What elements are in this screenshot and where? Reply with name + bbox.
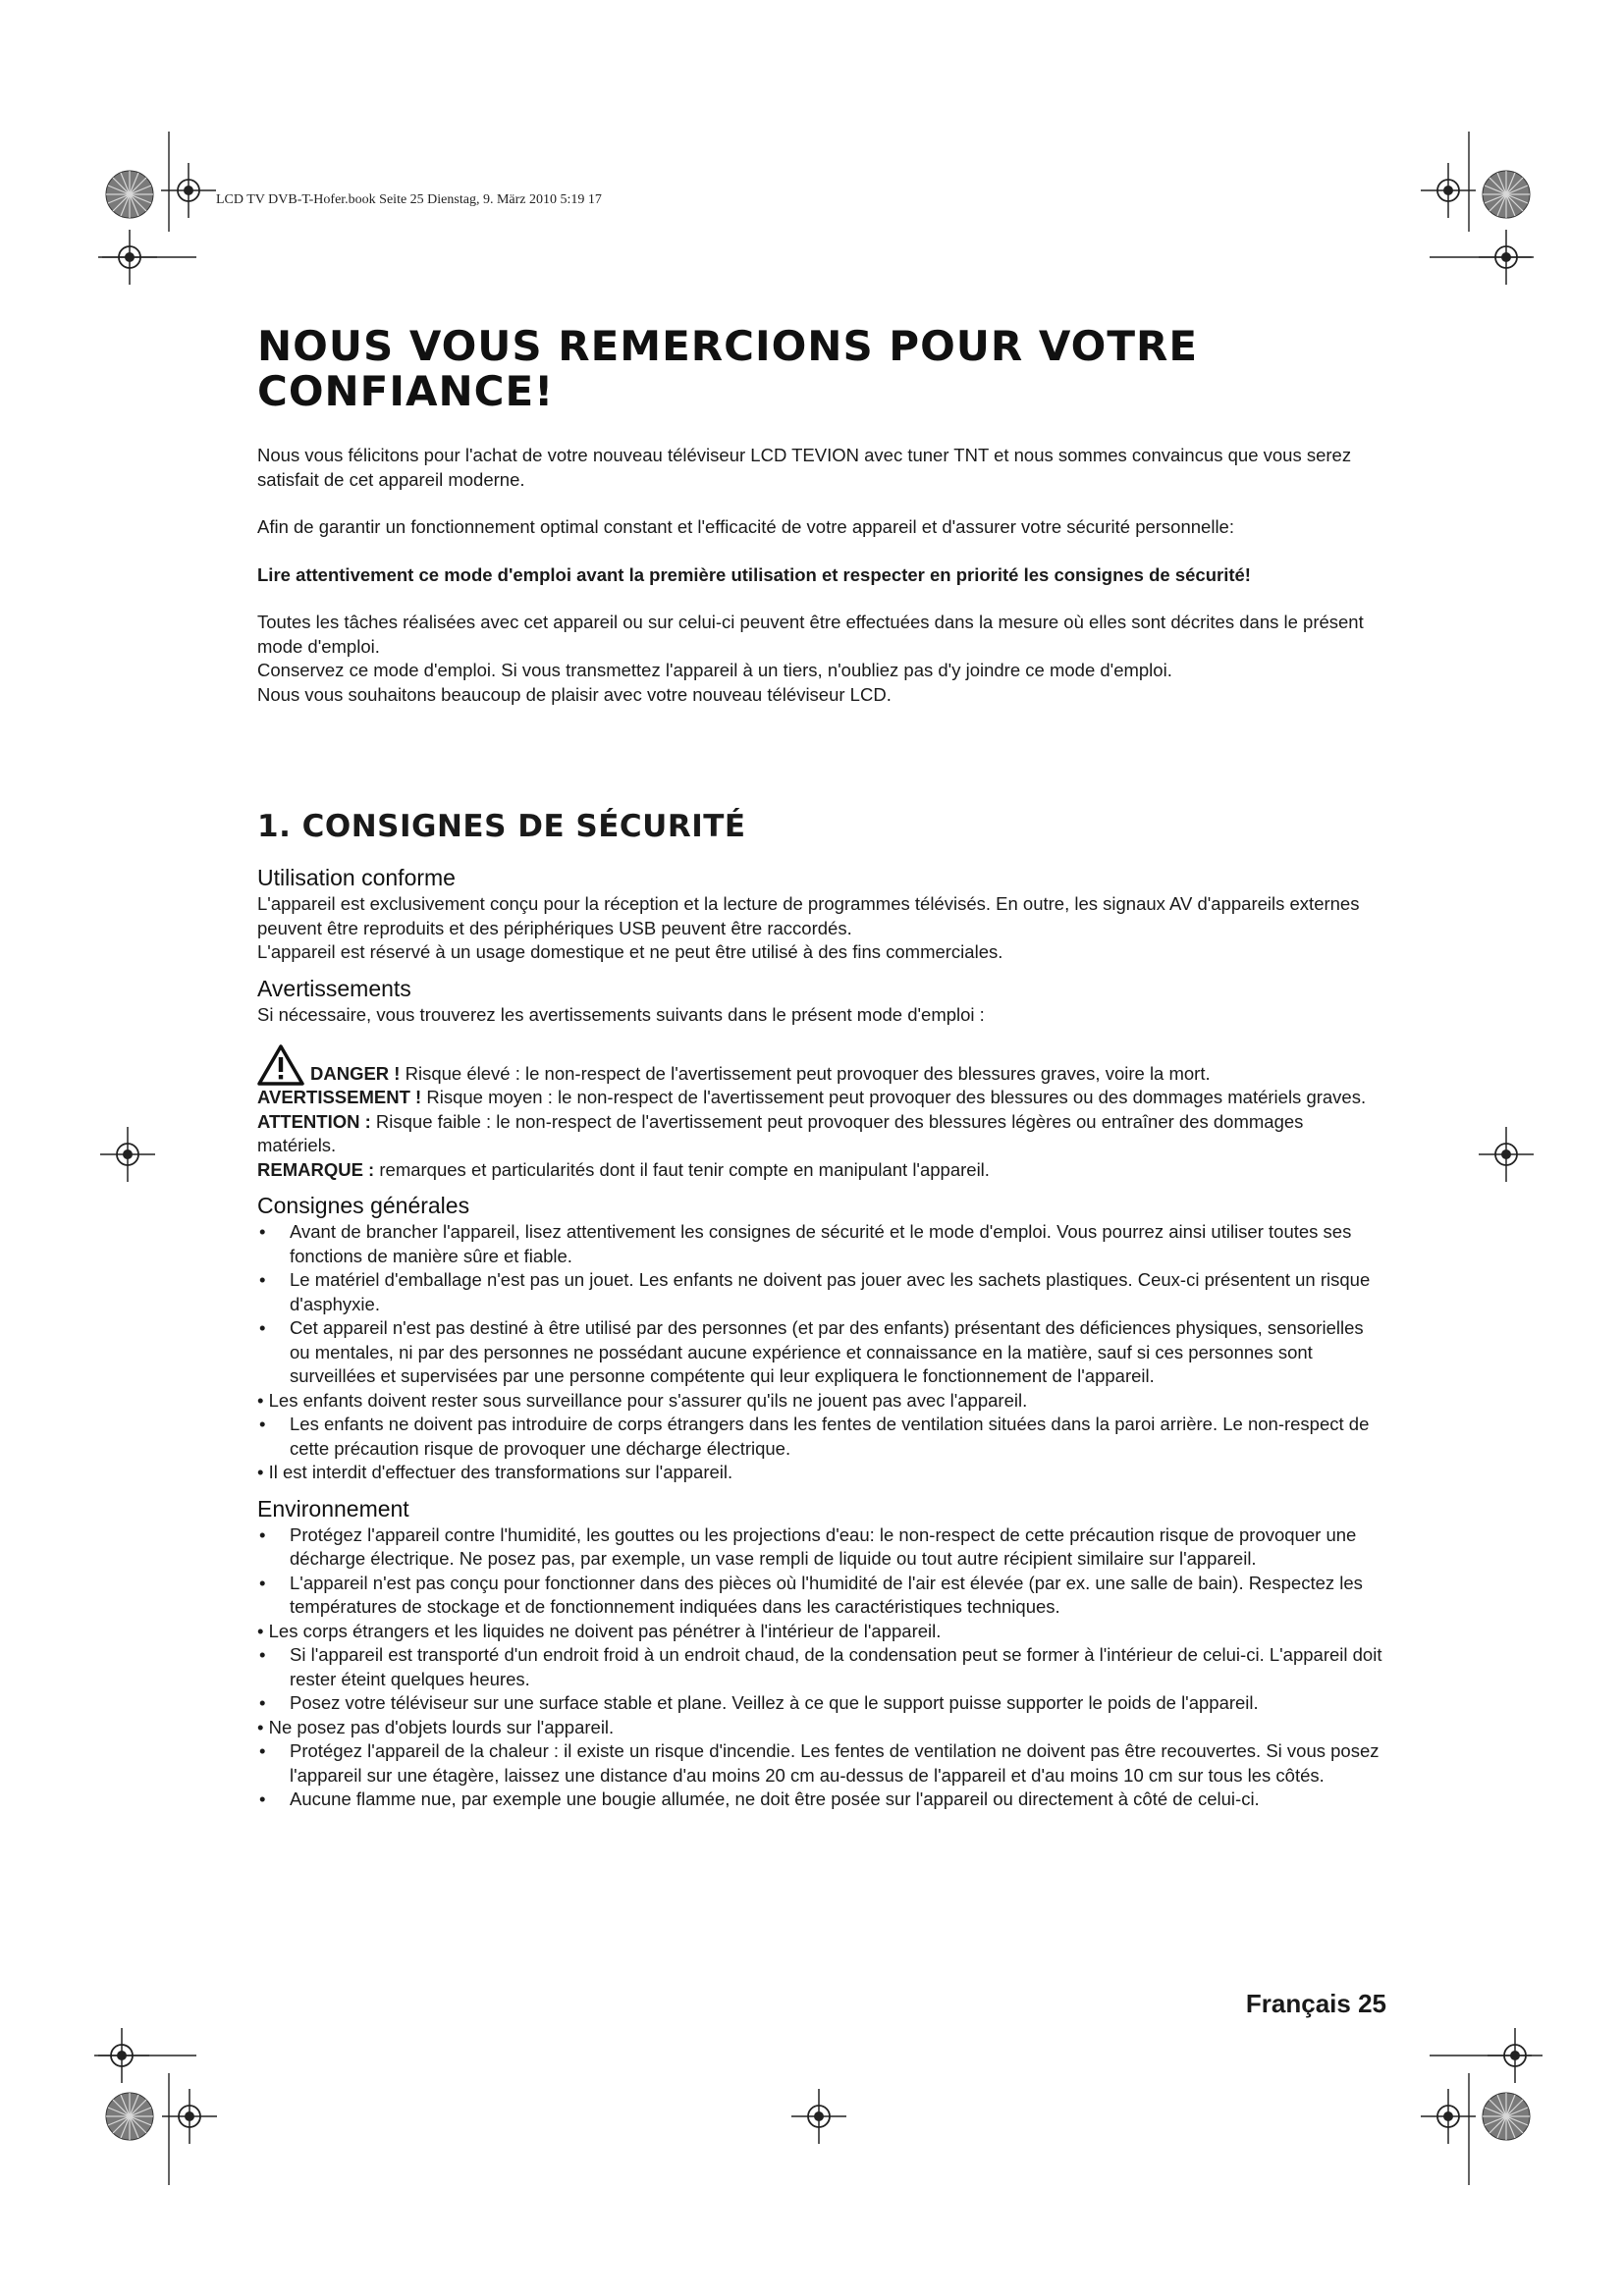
- section-title-safety: 1. CONSIGNES DE SÉCURITÉ: [257, 809, 746, 844]
- danger-label: DANGER !: [310, 1062, 401, 1084]
- list-item: • L'appareil n'est pas conçu pour fonctionner dans des pièces où l'humidité de l'air est élevée (par ex. une salle de bain). Respectez les températures de stockage et de fonctionnement indiquées dans les caractéristiques techniques.: [257, 1572, 1384, 1620]
- list-item: • Si l'appareil est transporté d'un endroit froid à un endroit chaud, de la condensation peut se former à l'intérieur de celui-ci. L'appareil doit rester éteint quelques heures.: [257, 1643, 1384, 1691]
- remarque-label: REMARQUE :: [257, 1158, 375, 1180]
- registration-mark-bottom-center: [791, 2089, 846, 2144]
- intro-paragraph-1: Nous vous félicitons pour l'achat de votre nouveau téléviseur LCD TEVION avec tuner TNT et nous sommes convaincus que vous serez satisfait de cet appareil moderne.: [257, 445, 1352, 490]
- registration-star-bottom-left: [106, 2093, 153, 2140]
- intro-paragraph-4: Toutes les tâches réalisées avec cet appareil ou sur celui-ci peuvent être effectuées dans la mesure où elles sont décrites dans le présent mode d'emploi.: [257, 612, 1364, 657]
- list-item: • Protégez l'appareil contre l'humidité, les gouttes ou les projections d'eau: le non-respect de cette précaution risque de provoquer une décharge électrique. Ne posez pas, par exemple, un vase rempli de liquide ou tout autre récipient similaire sur l'appareil.: [257, 1523, 1384, 1572]
- list-item: • Il est interdit d'effectuer des transformations sur l'appareil.: [257, 1462, 733, 1482]
- list-item: • Avant de brancher l'appareil, lisez attentivement les consignes de sécurité et le mode d'emploi. Vous pourrez ainsi utiliser toutes ses fonctions de manière sûre et fiable.: [257, 1220, 1384, 1268]
- registration-mark-bottom-left: [162, 2089, 217, 2144]
- danger-text: Risque élevé : le non-respect de l'avertissement peut provoquer des blessures graves, voire la mort.: [400, 1062, 1211, 1084]
- danger-warning-line: [257, 1044, 1384, 1086]
- list-item: • Ne posez pas d'objets lourds sur l'appareil.: [257, 1716, 615, 1737]
- avertissement-line: [257, 1086, 1384, 1110]
- warning-triangle-icon: [257, 1044, 304, 1086]
- registration-star-top-right: [1483, 171, 1530, 218]
- page-footer-label: Français 25: [1245, 1989, 1386, 2018]
- utilisation-paragraph-1: L'appareil est exclusivement conçu pour la réception et la lecture de programmes télévisés. En outre, les signaux AV d'appareils externes peuvent être reproduits et des périphériques USB peuvent être raccordés.: [257, 893, 1360, 938]
- intro-paragraph-5: Conservez ce mode d'emploi. Si vous transmettez l'appareil à un tiers, n'oubliez pas d'y joindre ce mode d'emploi.: [257, 660, 1172, 680]
- list-item: • Posez votre téléviseur sur une surface stable et plane. Veillez à ce que le support puisse supporter le poids de l'appareil.: [257, 1691, 1384, 1716]
- registration-mark-mid-right: [1479, 1127, 1534, 1182]
- registration-mark-bottom-left-upper: [94, 2028, 149, 2083]
- remarque-text: remarques et particularités dont il faut tenir compte en manipulant l'appareil.: [374, 1158, 990, 1180]
- registration-mark-top-left: [161, 163, 216, 218]
- list-item: • Cet appareil n'est pas destiné à être utilisé par des personnes (et par des enfants) présentant des déficiences physiques, sensorielles ou mentales, ni par des personnes ne possédant aucune expérience et connaissance en la matière, sauf si ces personnes sont surveillées et supervisées par une personne compétente qui leur expliquera le fonctionnement de l'appareil.: [257, 1316, 1384, 1389]
- intro-safety-notice: Lire attentivement ce mode d'emploi avant la première utilisation et respecter en priorité les consignes de sécurité!: [257, 563, 1251, 585]
- attention-line: [257, 1110, 1384, 1158]
- list-item: • Protégez l'appareil de la chaleur : il existe un risque d'incendie. Les fentes de ventilation ne doivent pas être recouvertes. Si vous posez l'appareil sur une étagère, laissez une distance d'au moins 20 cm au-dessus de l'appareil et d'au moins 10 cm sur tous les côtés.: [257, 1739, 1384, 1788]
- avertissement-text: Risque moyen : le non-respect de l'avertissement peut provoquer des blessures ou des dommages matériels graves.: [421, 1087, 1367, 1107]
- subheading-environnement: Environnement: [257, 1495, 409, 1522]
- avertissement-label: AVERTISSEMENT !: [257, 1087, 422, 1107]
- subheading-avertissements: Avertissements: [257, 975, 411, 1001]
- consignes-generales-list: [257, 1220, 1384, 1485]
- list-item: • Aucune flamme nue, par exemple une bougie allumée, ne doit être posée sur l'appareil ou directement à côté de celui-ci.: [257, 1788, 1384, 1812]
- avertissements-intro: Si nécessaire, vous trouverez les avertissements suivants dans le présent mode d'emploi :: [257, 1003, 985, 1025]
- subheading-consignes-generales: Consignes générales: [257, 1193, 470, 1218]
- page-title: [257, 324, 1386, 414]
- registration-star-top-left: [106, 171, 153, 218]
- utilisation-paragraph-2: L'appareil est réservé à un usage domestique et ne peut être utilisé à des fins commerciales.: [257, 941, 1003, 962]
- registration-mark-bottom-right: [1421, 2089, 1476, 2144]
- page-content: [257, 444, 1384, 1812]
- registration-star-bottom-right: [1483, 2093, 1530, 2140]
- environnement-list: [257, 1523, 1384, 1812]
- registration-mark-top-left-lower: [102, 230, 157, 285]
- attention-text: Risque faible : le non-respect de l'avertissement peut provoquer des blessures légères ou entraîner des dommages matériels.: [257, 1110, 1304, 1155]
- list-item: • Les enfants ne doivent pas introduire de corps étrangers dans les fentes de ventilation situées dans la paroi arrière. Le non-respect de cette précaution risque de provoquer une décharge électrique.: [257, 1413, 1384, 1461]
- list-item: • Les corps étrangers et les liquides ne doivent pas pénétrer à l'intérieur de l'appareil.: [257, 1620, 942, 1641]
- subheading-utilisation: Utilisation conforme: [257, 865, 456, 890]
- list-item: • Le matériel d'emballage n'est pas un jouet. Les enfants ne doivent pas jouer avec les sachets plastiques. Ceux-ci présentent un risque d'asphyxie.: [257, 1268, 1384, 1316]
- registration-mark-top-right: [1421, 163, 1476, 218]
- registration-mark-top-right-lower: [1479, 230, 1534, 285]
- intro-paragraph-6: Nous vous souhaitons beaucoup de plaisir avec votre nouveau téléviseur LCD.: [257, 683, 892, 705]
- intro-paragraph-2: Afin de garantir un fonctionnement optimal constant et l'efficacité de votre appareil et d'assurer votre sécurité personnelle:: [257, 516, 1234, 537]
- attention-label: ATTENTION :: [257, 1110, 371, 1132]
- page-title-line-2: CONFIANCE!: [257, 367, 555, 415]
- print-header-line: LCD TV DVB-T-Hofer.book Seite 25 Dienstag, 9. März 2010 5:19 17: [216, 192, 602, 207]
- list-item: • Les enfants doivent rester sous surveillance pour s'assurer qu'ils ne jouent pas avec l'appareil.: [257, 1389, 1028, 1411]
- registration-mark-bottom-right-upper: [1488, 2028, 1543, 2083]
- registration-mark-mid-left: [100, 1127, 155, 1182]
- page-title-line-1: NOUS VOUS REMERCIONS POUR VOTRE: [257, 322, 1199, 370]
- remarque-line: [257, 1158, 1384, 1183]
